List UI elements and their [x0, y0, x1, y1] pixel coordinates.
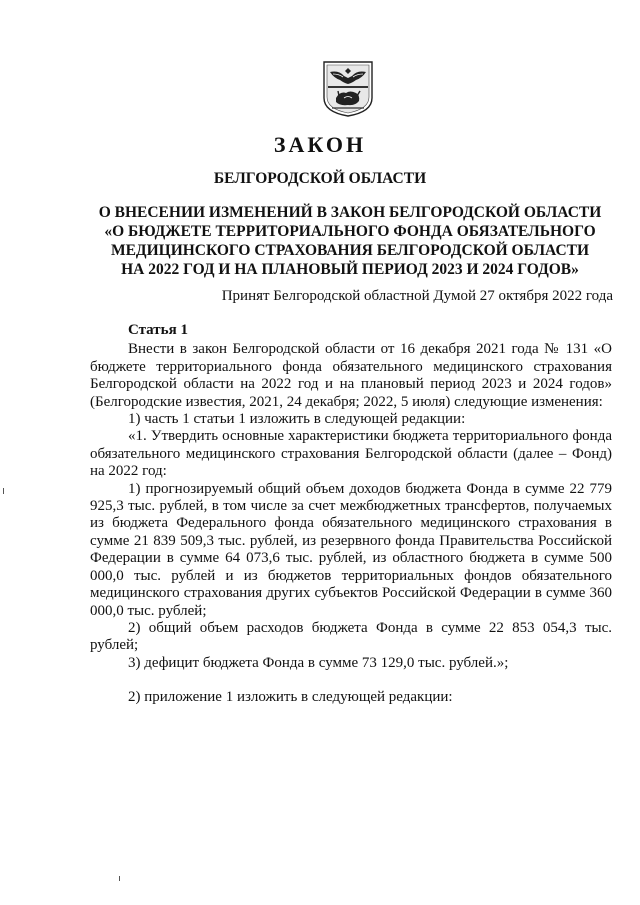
heading-line: О ВНЕСЕНИИ ИЗМЕНЕНИЙ В ЗАКОН БЕЛГОРОДСКОЙ ОБЛАСТИ: [98, 204, 602, 221]
paragraph: «1. Утвердить основные характеристики бюджета территориального фонда обязательного медицинского страхования Белгородской области (далее – Фонд) на 2022 год:: [90, 428, 612, 480]
law-heading: [60, 203, 640, 279]
paragraph: 3) дефицит бюджета Фонда в сумме 73 129,0 тыс. рублей.»;: [128, 654, 509, 671]
heading-line: МЕДИЦИНСКОГО СТРАХОВАНИЯ БЕЛГОРОДСКОЙ ОБЛАСТИ: [110, 242, 590, 259]
adoption-date: Принят Белгородской областной Думой 27 октября 2022 года: [221, 288, 613, 304]
spacer: [90, 672, 612, 689]
paragraph: Внести в закон Белгородской области от 16 декабря 2021 года № 131 «О бюджете территориального фонда обязательного медицинского страхования Белгородской области на 2022 год и на плановый период 2023 и 2024 годов» (Белгородские известия, 2021, 24 декабря; 2022, 5 июля) следующие изменения:: [90, 341, 612, 410]
paragraph: 2) общий объем расходов бюджета Фонда в сумме 22 853 054,3 тыс. рублей;: [90, 619, 612, 654]
coat-of-arms-icon: [322, 60, 374, 118]
paragraph: 2) приложение 1 изложить в следующей редакции:: [128, 689, 453, 706]
paragraph: 1) часть 1 статьи 1 изложить в следующей редакции:: [128, 411, 466, 428]
heading-line: НА 2022 ГОД И НА ПЛАНОВЫЙ ПЕРИОД 2023 И 2024 ГОДОВ»: [121, 261, 579, 278]
scan-mark: [3, 488, 4, 494]
document-body: [90, 322, 612, 707]
heading-line: «О БЮДЖЕТЕ ТЕРРИТОРИАЛЬНОГО ФОНДА ОБЯЗАТЕЛЬНОГО: [104, 223, 596, 240]
document-title: ЗАКОН: [273, 132, 367, 157]
region-name: БЕЛГОРОДСКОЙ ОБЛАСТИ: [213, 170, 427, 187]
scan-mark: [119, 876, 120, 881]
paragraph: 1) прогнозируемый общий объем доходов бюджета Фонда в сумме 22 779 925,3 тыс. рублей, в том числе за счет межбюджетных трансфертов, получаемых из бюджета Федерального фонда обязательного медицинского страхования в сумме 21 839 509,3 тыс. рублей, из резервного фонда Правительства Российской Федерации в сумме 64 073,6 тыс. рублей, из областного бюджета в сумме 500 000,0 тыс. рублей и из бюджетов территориальных фондов обязательного медицинского страхования других субъектов Российской Федерации в сумме 360 000,0 тыс. рублей;: [90, 480, 612, 619]
article-heading: Статья 1: [128, 322, 188, 338]
